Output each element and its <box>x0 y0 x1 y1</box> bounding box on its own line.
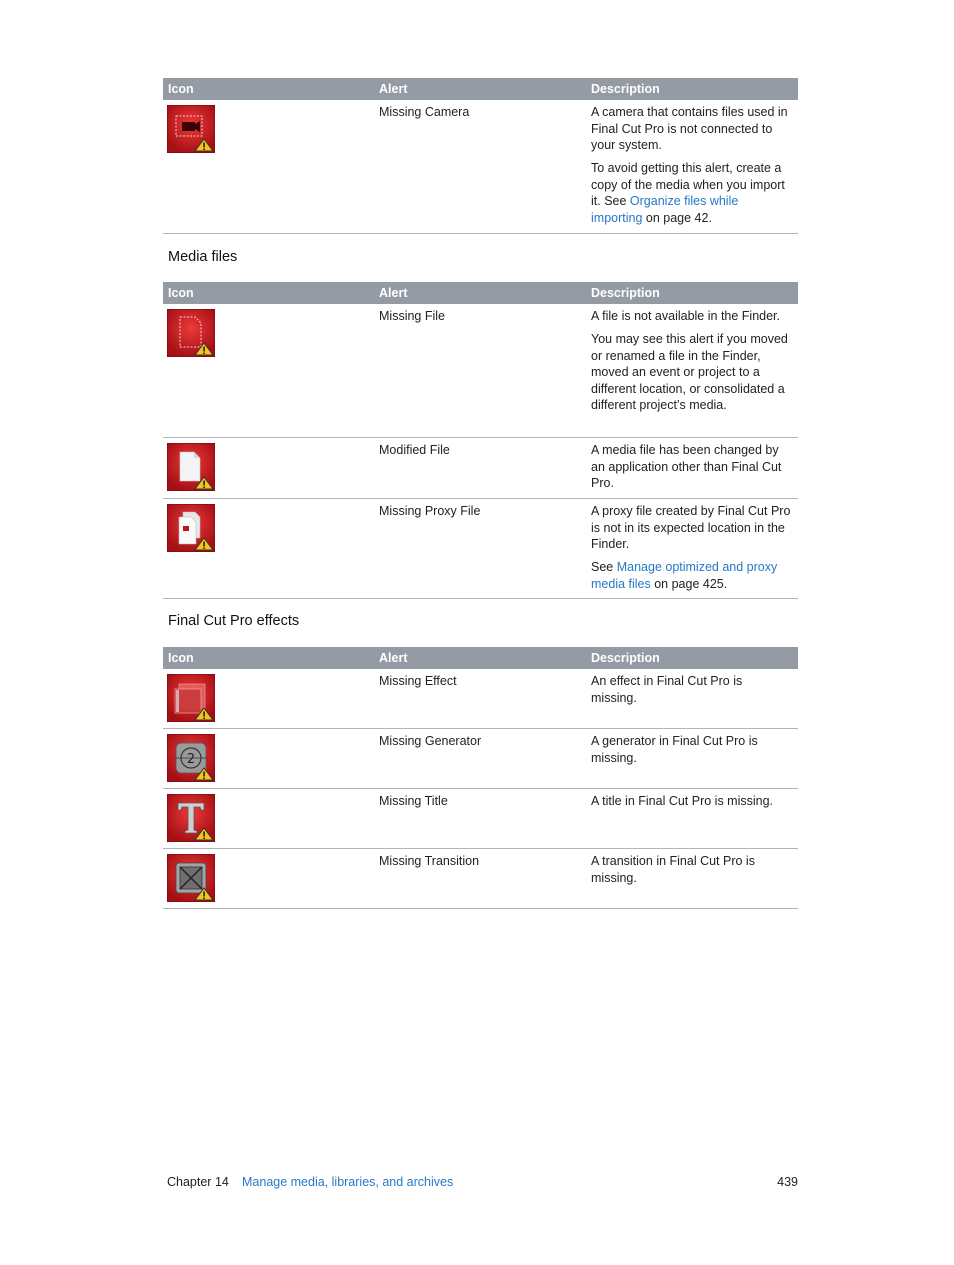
table-row <box>163 669 798 729</box>
missing-generator-icon <box>167 734 215 782</box>
alert-label: Missing Transition <box>379 854 480 868</box>
organize-files-link[interactable]: Organize files while importing <box>591 194 739 226</box>
table-row <box>163 100 798 234</box>
description <box>591 104 791 233</box>
description-text: A generator in Final Cut Pro is missing. <box>591 734 758 765</box>
table-row <box>163 304 798 438</box>
table-media-files <box>163 282 798 599</box>
description <box>591 793 791 816</box>
description-text: An effect in Final Cut Pro is missing. <box>591 674 743 705</box>
table-header <box>163 647 798 669</box>
missing-proxy-file-icon <box>167 504 215 552</box>
description-text-part: To avoid getting this alert, create a copy of the media when you import it. See <box>591 161 785 209</box>
header-alert: Alert <box>379 285 408 300</box>
description-text: A transition in Final Cut Pro is missing. <box>591 854 755 885</box>
header-icon: Icon <box>168 285 194 300</box>
header-description: Description <box>591 650 660 665</box>
table-effects <box>163 647 798 909</box>
table-row <box>163 438 798 499</box>
description-text-part: on page 42. <box>642 211 712 226</box>
description <box>591 308 791 421</box>
description <box>591 503 791 599</box>
table-camera <box>163 78 798 234</box>
description-text: A title in Final Cut Pro is missing. <box>591 794 774 808</box>
description-text-part: See <box>591 560 617 575</box>
table-row <box>163 499 798 599</box>
description <box>591 442 791 498</box>
missing-title-icon <box>167 794 215 842</box>
missing-transition-icon <box>167 854 215 902</box>
alert-label: Modified File <box>379 443 450 457</box>
alert-label: Missing Proxy File <box>379 504 481 518</box>
description-text <box>591 559 791 592</box>
table-header <box>163 282 798 304</box>
section-title-effects: Final Cut Pro effects <box>168 613 300 629</box>
description-text-part: on page 425. <box>650 576 728 591</box>
chapter-title-link[interactable]: Manage media, libraries, and archives <box>242 1175 454 1189</box>
description-text: A file is not available in the Finder. <box>591 309 781 323</box>
alert-label: Missing Camera <box>379 105 470 119</box>
page-number: 439 <box>777 1175 798 1189</box>
chapter-number: Chapter 14 <box>167 1175 229 1189</box>
manage-optimized-proxy-link[interactable]: Manage optimized and proxy media files <box>591 560 778 591</box>
alert-label: Missing Title <box>379 794 448 808</box>
description <box>591 673 791 713</box>
header-description: Description <box>591 81 660 96</box>
alert-label: Missing File <box>379 309 445 323</box>
missing-camera-icon <box>167 105 215 153</box>
description <box>591 853 791 893</box>
description-text: A proxy file created by Final Cut Pro is not in its expected location in the Finder. <box>591 504 791 552</box>
table-row <box>163 789 798 849</box>
description-text: A camera that contains files used in Final Cut Pro is not connected to your system. <box>591 105 788 153</box>
description-text <box>591 160 791 226</box>
table-row <box>163 849 798 909</box>
description-text: You may see this alert if you moved or renamed a file in the Finder, moved an event or project to a different location, or consolidated a different project’s media. <box>591 332 788 413</box>
header-description: Description <box>591 285 660 300</box>
header-alert: Alert <box>379 650 408 665</box>
missing-file-icon <box>167 309 215 357</box>
header-icon: Icon <box>168 650 194 665</box>
section-title-media-files: Media files <box>168 249 238 265</box>
alert-label: Missing Effect <box>379 674 457 688</box>
svg-text:2: 2 <box>186 752 196 767</box>
table-header <box>163 78 798 100</box>
missing-effect-icon <box>167 674 215 722</box>
alert-label: Missing Generator <box>379 734 482 748</box>
description <box>591 733 791 773</box>
header-icon: Icon <box>168 81 194 96</box>
modified-file-icon <box>167 443 215 491</box>
description-text: A media file has been changed by an application other than Final Cut Pro. <box>591 443 782 491</box>
header-alert: Alert <box>379 81 408 96</box>
table-row <box>163 729 798 789</box>
